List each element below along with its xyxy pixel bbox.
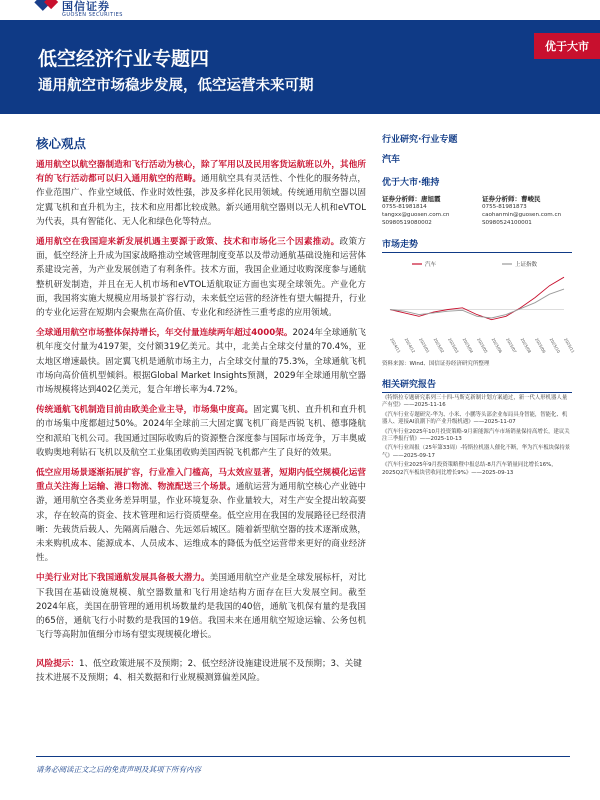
x-tick-label: 2025/03 — [447, 337, 460, 354]
analyst-list — [382, 195, 572, 227]
rating-tag: 优于大市 — [534, 33, 600, 59]
core-paragraph — [36, 571, 366, 642]
related-report-item[interactable]: 《汽车行业2025年10月投资策略-9月新能源汽车市场销量保持高增长，建议关注三季报行情》——2025-10-13 — [382, 428, 570, 443]
analyst-email[interactable]: tangxx@guosen.com.cn — [382, 212, 450, 218]
core-view-section — [36, 120, 366, 685]
report-subtitle: 通用航空市场稳步发展，低空运营未来可期 — [38, 78, 314, 94]
risk-warning — [36, 657, 366, 685]
report-category: 行业研究·行业专题 — [382, 135, 458, 145]
legend-label: 汽车 — [425, 262, 437, 268]
paragraph-text: 通用航空具有灵活性、个性化的服务特点，作业范围广、作业空域低、作业时效性强，涉及多样化民用领域。传统通用航空器以固定翼飞机和直升机为主，技术和应用都比较成熟。新兴通用航空器则以无人机和eVTOL为代表，具有智能化、无人化和绿色化等特点。 — [36, 174, 366, 227]
analyst-card — [482, 195, 572, 227]
x-tick-label: 2025/04 — [461, 337, 475, 354]
paragraph-highlight: 通用航空在我国迎来新发展机遇主要源于政策、技术和市场化三个因素推动。 — [36, 237, 340, 248]
paragraph-text: 政策方面，低空经济上升成为国家战略推动空域管理制度变革以及带动通航基础设施和运营体系建设完善，为产业发展创造了有利条件。技术方面，我国企业通过收购深度参与通航整机研发制造，并且在无人机市场和eVTOL适航取证方面也实现全球领先。产业化方面，我国将实施大规模应用场景扩容行动，未来低空运营的经济性有望大幅提升，行业的专业化运营在短期内会聚焦在高价值、专业化和经济性三重考虑的应用领域。 — [36, 237, 366, 319]
core-paragraph — [36, 466, 366, 565]
title-banner — [0, 20, 600, 114]
x-tick-label: 2025/01 — [418, 337, 431, 354]
analyst-cert: S0980524100001 — [482, 220, 532, 226]
logo-en-text: GUOSEN SECURITIES — [62, 11, 123, 18]
analyst-name: 证券分析师：唐旭霞 — [382, 195, 441, 203]
paragraph-text: 2024年全球通航飞机年度交付量为4197架，交付额319亿美元。其中，北美占全球交付量的70.4%，亚太地区增速最快。固定翼飞机是通航市场主力，占全球交付量的75.3%，全球通航飞机市场向高价值机型倾斜。根据Global Market Insights预测，2029年全球通用航空器市场规模将达到402亿美元，复合年增长率为4.72%。 — [36, 328, 366, 396]
x-tick-label: 2024/12 — [403, 337, 417, 354]
core-paragraph — [36, 235, 366, 320]
paragraph-highlight: 低空应用场景逐渐拓展扩容，行业准入门槛高，马太效应显著，短期内低空规模化运营重点关注海上运输、港口物流、物流配送三个场景。 — [36, 468, 366, 493]
x-tick-label: 2025/02 — [432, 337, 446, 354]
x-tick-label: 2025/08 — [519, 337, 533, 354]
market-trend-chart — [382, 257, 576, 357]
legend-label: 上证指数 — [515, 262, 538, 268]
x-tick-label: 2025/11 — [563, 337, 576, 354]
related-reports-label: 相关研究报告 — [382, 377, 572, 393]
x-tick-label: 2025/09 — [534, 337, 547, 354]
risk-text: 1、低空政策进展不及预期；2、低空经济设施建设进展不及预期；3、关键技术进展不及预期；4、相关数据和行业规模测算偏差风险。 — [36, 658, 362, 683]
market-trend-label: 市场走势 — [382, 237, 572, 253]
paragraph-highlight: 通用航空以航空器制造和飞行活动为核心，除了军用以及民用客货运航班以外，其他所有的飞行活动都可以归入通用航空的范畴。 — [36, 160, 366, 185]
analyst-card — [382, 195, 472, 227]
related-reports-list — [382, 395, 572, 477]
related-report-item[interactable]: 《汽车行业周报（25年第33周）-特斯拉机器人催化不断，华为汽车板块保持景气》——2025-09-17 — [382, 445, 571, 459]
paragraph-text: 固定翼飞机、直升机和直升机的市场集中度都超过50%。2024年全球前三大固定翼飞机厂商是西锐飞机、德事隆航空和派珀飞机公司。我国通过国际收购后的资源整合深度参与国际市场竞争，万丰奥威收购奥地利钻石飞机以及航空工业集团收购美国西锐飞机都产生了良好的效果。 — [36, 405, 366, 458]
analyst-email[interactable]: caohanmin@guosen.com.cn — [482, 212, 562, 218]
paragraph-highlight: 全球通用航空市场整体保持增长，年交付量连续两年超过4000架。 — [36, 328, 293, 339]
analyst-name: 证券分析师：曹峻民 — [482, 195, 541, 203]
x-tick-label: 2025/07 — [505, 337, 518, 354]
risk-label: 风险提示： — [36, 658, 79, 669]
paragraph-text: 美国通用航空产业是全球发展标杆，对比下我国在基础设施规模、航空器数量和飞行用途结构方面存在巨大发展空间。截至2024年底，美国在册管理的通用机场数量约是我国的40倍，通航飞机保有量约是我国的65倍，通航飞行小时数约是我国的19倍。我国未来在通用航空短途运输、公务包机飞行等高附加值细分市场有望实现规模化增长。 — [36, 573, 366, 641]
guosen-logo-icon — [32, 2, 58, 16]
x-tick-label: 2025/06 — [490, 337, 504, 354]
analyst-phone: 0755-81981814 — [382, 204, 427, 210]
rating-line: 优于大市·维持 — [382, 178, 440, 188]
brand-logo — [32, 0, 172, 18]
x-tick-label: 2025/05 — [476, 337, 489, 354]
series-line-1 — [390, 289, 564, 318]
core-paragraph — [36, 158, 366, 229]
series-line-0 — [390, 277, 564, 320]
core-paragraph — [36, 326, 366, 397]
footer-disclaimer: 请务必阅读正文之后的免责声明及其项下所有内容 — [36, 765, 201, 774]
paragraph-highlight: 传统通航飞机制造目前由欧美企业主导，市场集中度高。 — [36, 405, 254, 416]
x-tick-label: 2024/11 — [389, 337, 402, 354]
trend-chart-svg — [382, 257, 576, 357]
related-report-item[interactable]: 《汽车行业2025年9月投资策略暨中报总结-8月汽车销量同比增长16%，2025Q2汽车板块营收同比增长9%》——2025-09-13 — [382, 462, 557, 476]
logo-cn-text: 国信证券 — [62, 0, 110, 13]
chart-source: 资料来源：Wind、国信证券经济研究所整理 — [382, 361, 490, 367]
industry-name: 汽车 — [382, 155, 401, 165]
paragraph-highlight: 中美行业对比下我国通航发展具备极大潜力。 — [36, 573, 210, 584]
paragraph-text: 通航运营为通用航空核心产业链中游，通用航空各类业务差异明显，作业环境复杂、作业量较大，对生产安全提出较高要求，存在较高的资金、技术管理和运行资质壁垒。低空应用在我国的发展路径已经很清晰：先载货后载人、先隔离后融合、先远郊后城区。随着新型航空器的技术逐渐成熟，未来购机成本、能源成本、人员成本、运维成本的降低为低空运营带来更好的商业经济性。 — [36, 482, 366, 564]
report-title: 低空经济行业专题四 — [38, 48, 210, 70]
core-paragraphs — [36, 158, 366, 643]
analyst-phone: 0755-81981873 — [482, 204, 527, 210]
related-report-item[interactable]: 《汽车行业专题研究-华为、小米、小鹏等头部企业布局具身智能，智能化、机器人、迎接AI浪潮下的产业升级机遇》——2025-11-07 — [382, 411, 568, 426]
core-paragraph — [36, 403, 366, 460]
footer-divider — [36, 756, 570, 757]
related-report-item[interactable]: 《特斯拉专题研究系列三十四-马斯克新制计划方案通过，新一代人形机器人量产有望》——2025-11-16 — [382, 395, 568, 409]
analyst-cert: S0980519080002 — [382, 220, 432, 226]
core-view-title: 核心观点 — [36, 136, 87, 151]
sidebar — [382, 132, 576, 477]
x-tick-label: 2025/10 — [548, 337, 562, 354]
